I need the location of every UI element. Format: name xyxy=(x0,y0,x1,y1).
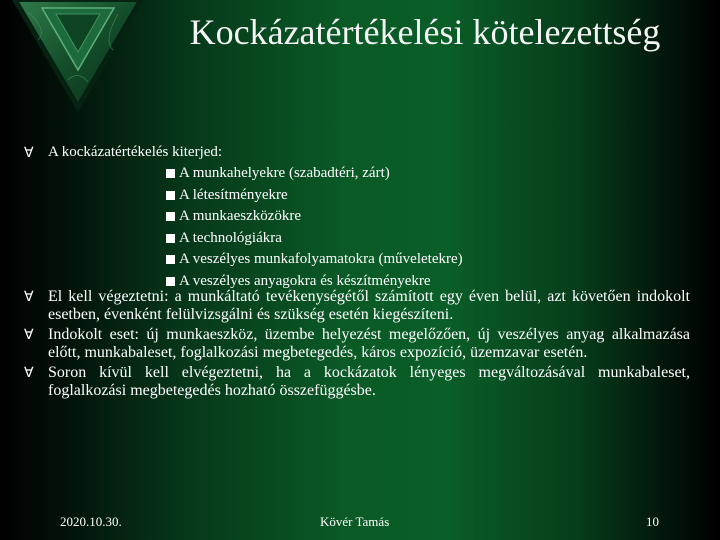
scope-sub-list xyxy=(24,163,690,292)
bullet-extraordinary xyxy=(24,364,690,400)
square-bullet-icon xyxy=(166,277,175,286)
footer-author: Kövér Tamás xyxy=(320,514,390,529)
turned-a-bullet-icon: Ɐ xyxy=(24,328,34,343)
square-bullet-icon xyxy=(166,169,175,178)
marble-triangle-emblem xyxy=(8,0,148,112)
sub-list-item: A veszélyes anyagokra és készítményekre xyxy=(166,271,690,293)
bullet-justified-case-text: Indokolt eset: új munkaeszköz, üzembe helyezést megelőzően, új veszélyes anyag alkalmazása előtt, munkabaleset, foglalkozási megbetegedés, káros expozíció, üzemzavar esetén. xyxy=(48,326,690,361)
sub-list-item: A veszélyes munkafolyamatokra (műveletekre) xyxy=(166,249,690,271)
sub-list-item: A technológiákra xyxy=(166,228,690,250)
bullet-justified-case xyxy=(24,326,690,362)
turned-a-bullet-icon: Ɐ xyxy=(24,146,34,161)
slide-title: Kockázatértékelési kötelezettség xyxy=(189,12,661,52)
sub-list-item: A létesítményekre xyxy=(166,185,690,207)
bullet-extraordinary-text: Soron kívül kell elvégeztetni, ha a kockázatok lényeges megváltozásával munkabaleset, foglalkozási megbetegedés hozható összefüggésbe. xyxy=(48,364,690,399)
bullet-deadline xyxy=(24,288,690,324)
turned-a-bullet-icon: Ɐ xyxy=(24,366,34,381)
square-bullet-icon xyxy=(166,234,175,243)
turned-a-bullet-icon: Ɐ xyxy=(24,290,34,305)
bullet-scope-text: A kockázatértékelés kiterjed: xyxy=(48,144,223,160)
square-bullet-icon xyxy=(166,191,175,200)
footer-date: 2020.10.30. xyxy=(60,514,122,529)
sub-list-item: A munkahelyekre (szabadtéri, zárt) xyxy=(166,163,690,185)
bullet-deadline-text: El kell végeztetni: a munkáltató tevékenységétől számított egy éven belül, azt követően indokolt esetben, évenként felülvizsgálni és szükség esetén kiegészíteni. xyxy=(48,288,690,323)
square-bullet-icon xyxy=(166,255,175,264)
bullet-scope xyxy=(24,142,690,163)
sub-list-item: A munkaeszközökre xyxy=(166,206,690,228)
square-bullet-icon xyxy=(166,212,175,221)
slide-content xyxy=(24,142,690,400)
slide-number: 10 xyxy=(646,514,659,529)
